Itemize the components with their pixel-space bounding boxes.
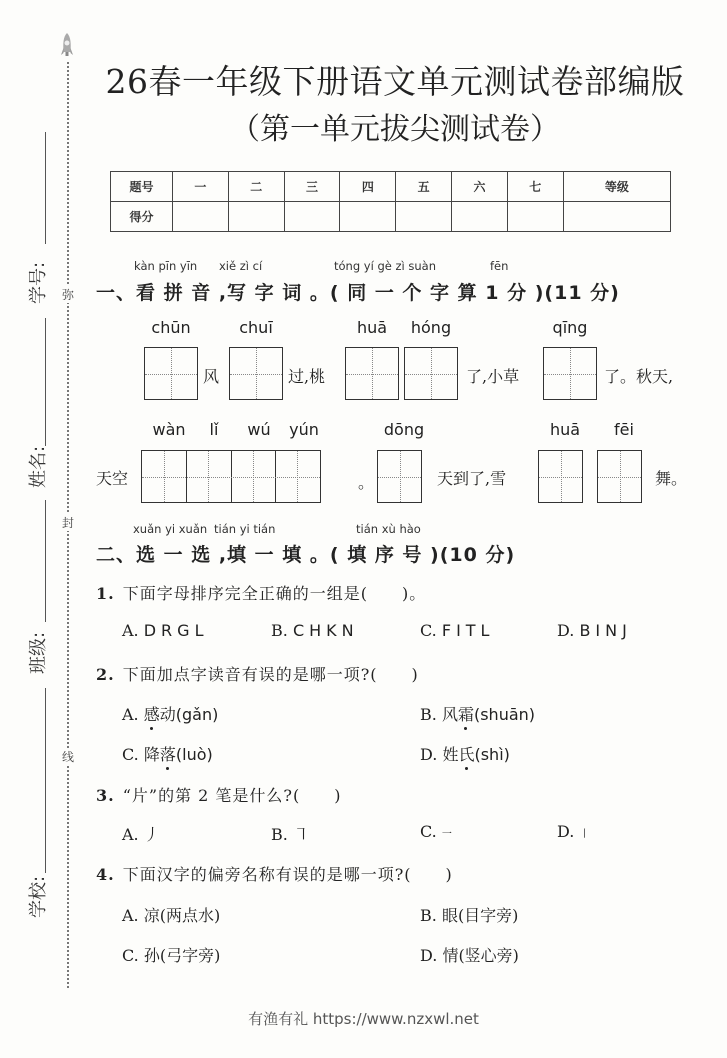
writing-box[interactable] [345, 347, 399, 400]
cut-word-close: 封 [61, 516, 74, 530]
stroke-glyph: 丨 [579, 829, 590, 840]
stroke-glyph: 丿 [143, 825, 160, 844]
score-cell[interactable] [340, 202, 396, 232]
pinyin-label: huā [549, 420, 581, 439]
pinyin-label: huā [356, 318, 388, 337]
name-label: 姓名: [28, 445, 49, 489]
cut-word-seal: 弥 [61, 288, 74, 302]
q2-option-d[interactable]: D. 姓氏(shì) [420, 745, 510, 764]
score-table-header: 五 [396, 172, 452, 202]
score-cell[interactable] [452, 202, 508, 232]
stroke-glyph: 一 [441, 829, 452, 840]
score-table-header: 四 [340, 172, 396, 202]
question-3: 3. “片”的第 2 笔是什么?( ) [96, 786, 342, 805]
score-table-header: 二 [228, 172, 284, 202]
score-table-header: 等级 [563, 172, 670, 202]
rocket-icon [60, 32, 74, 62]
writing-box[interactable] [144, 347, 198, 400]
question-1: 1. 下面字母排序完全正确的一组是( )。 [96, 584, 427, 603]
school-label: 学校: [28, 875, 49, 919]
score-cell[interactable] [563, 202, 670, 232]
q1-option-a[interactable]: A. DRGL [122, 621, 209, 640]
q2-option-b[interactable]: B. 风霜(shuān) [420, 705, 536, 724]
question-2: 2. 下面加点字读音有误的是哪一项?( ) [96, 665, 419, 684]
name-field[interactable] [45, 500, 46, 622]
page-title: 26春一年级下册语文单元测试卷部编版 [105, 62, 685, 101]
q3-option-b[interactable]: B. ㇕ [271, 825, 309, 844]
q4-option-b[interactable]: B. 眼(目字旁) [420, 906, 519, 925]
score-table-header: 七 [507, 172, 563, 202]
class-field[interactable] [45, 688, 46, 873]
sentence-text: 天空 [96, 469, 129, 488]
score-row-label: 得分 [111, 202, 173, 232]
pinyin-label: hóng [410, 318, 452, 337]
score-cell[interactable] [173, 202, 229, 232]
cut-word-line: 线 [61, 750, 74, 764]
sentence-text: 舞。 [655, 469, 688, 488]
pinyin-label: qīng [552, 318, 588, 337]
q3-option-c[interactable]: C. 一 [420, 822, 452, 841]
q1-option-b[interactable]: B. CHKN [271, 621, 359, 640]
sentence-text: 了。秋天, [604, 367, 674, 386]
q4-option-c[interactable]: C. 孙(弓字旁) [122, 946, 221, 965]
score-table-header: 一 [173, 172, 229, 202]
page-subtitle: （第一单元拔尖测试卷） [230, 112, 560, 147]
pinyin-label: chuī [239, 318, 273, 337]
class-label: 班级: [28, 631, 49, 675]
section2-heading: 二、选 一 选 ,填 一 填 。( 填 序 号 )(10 分) [96, 544, 516, 566]
writing-box-group[interactable] [141, 450, 321, 503]
score-cell[interactable] [228, 202, 284, 232]
writing-box[interactable] [597, 450, 642, 503]
q1-option-c[interactable]: C. FITL [420, 621, 495, 640]
pinyin-label: wàn [152, 420, 186, 439]
q2-option-a[interactable]: A. 感动(gǎn) [122, 705, 219, 724]
q3-option-d[interactable]: D. 丨 [557, 822, 590, 841]
sentence-text: 天到了,雪 [437, 469, 507, 488]
q3-option-a[interactable]: A. 丿 [122, 825, 160, 844]
pinyin-label: yún [289, 420, 319, 439]
student-id-label: 学号: [28, 261, 49, 305]
sentence-text: 。 [358, 473, 375, 492]
writing-box[interactable] [229, 347, 283, 400]
q4-option-d[interactable]: D. 情(竖心旁) [420, 946, 519, 965]
writing-box[interactable] [538, 450, 583, 503]
score-table-score-row [111, 202, 671, 232]
pinyin-label: lǐ [209, 420, 219, 439]
writing-box[interactable] [404, 347, 458, 400]
sentence-text: 了,小草 [466, 367, 520, 386]
pinyin-label: wú [247, 420, 271, 439]
q2-option-c[interactable]: C. 降落(luò) [122, 745, 213, 764]
sentence-text: 风 [203, 367, 220, 386]
field-line [45, 132, 46, 244]
score-cell[interactable] [507, 202, 563, 232]
section1-heading: 一、看 拼 音 ,写 字 词 。( 同 一 个 字 算 1 分 )(11 分) [96, 282, 620, 304]
stroke-glyph: ㇕ [292, 825, 309, 844]
section1-pinyin: kàn pīn yīn xiě zì cí tóng yí gè zì suàn fēn [134, 259, 509, 273]
score-table-header: 三 [284, 172, 340, 202]
score-cell[interactable] [396, 202, 452, 232]
pinyin-label: fēi [614, 420, 634, 439]
q1-option-d[interactable]: D. BINJ [557, 621, 632, 640]
sentence-text: 过,桃 [288, 367, 326, 386]
writing-box[interactable] [377, 450, 422, 503]
score-table-header: 题号 [111, 172, 173, 202]
question-4: 4. 下面汉字的偏旁名称有误的是哪一项?( ) [96, 865, 453, 884]
watermark: 有渔有礼 https://www.nzxwl.net [248, 1010, 479, 1028]
score-table-header-row [111, 172, 671, 202]
score-table-header: 六 [452, 172, 508, 202]
writing-box[interactable] [543, 347, 597, 400]
pinyin-label: chūn [151, 318, 191, 337]
score-table [110, 171, 671, 232]
pinyin-label: dōng [383, 420, 425, 439]
section2-pinyin: xuǎn yi xuǎn tián yi tián tián xù hào [133, 522, 421, 536]
score-cell[interactable] [284, 202, 340, 232]
student-id-field[interactable] [45, 318, 46, 446]
q4-option-a[interactable]: A. 凉(两点水) [122, 906, 221, 925]
